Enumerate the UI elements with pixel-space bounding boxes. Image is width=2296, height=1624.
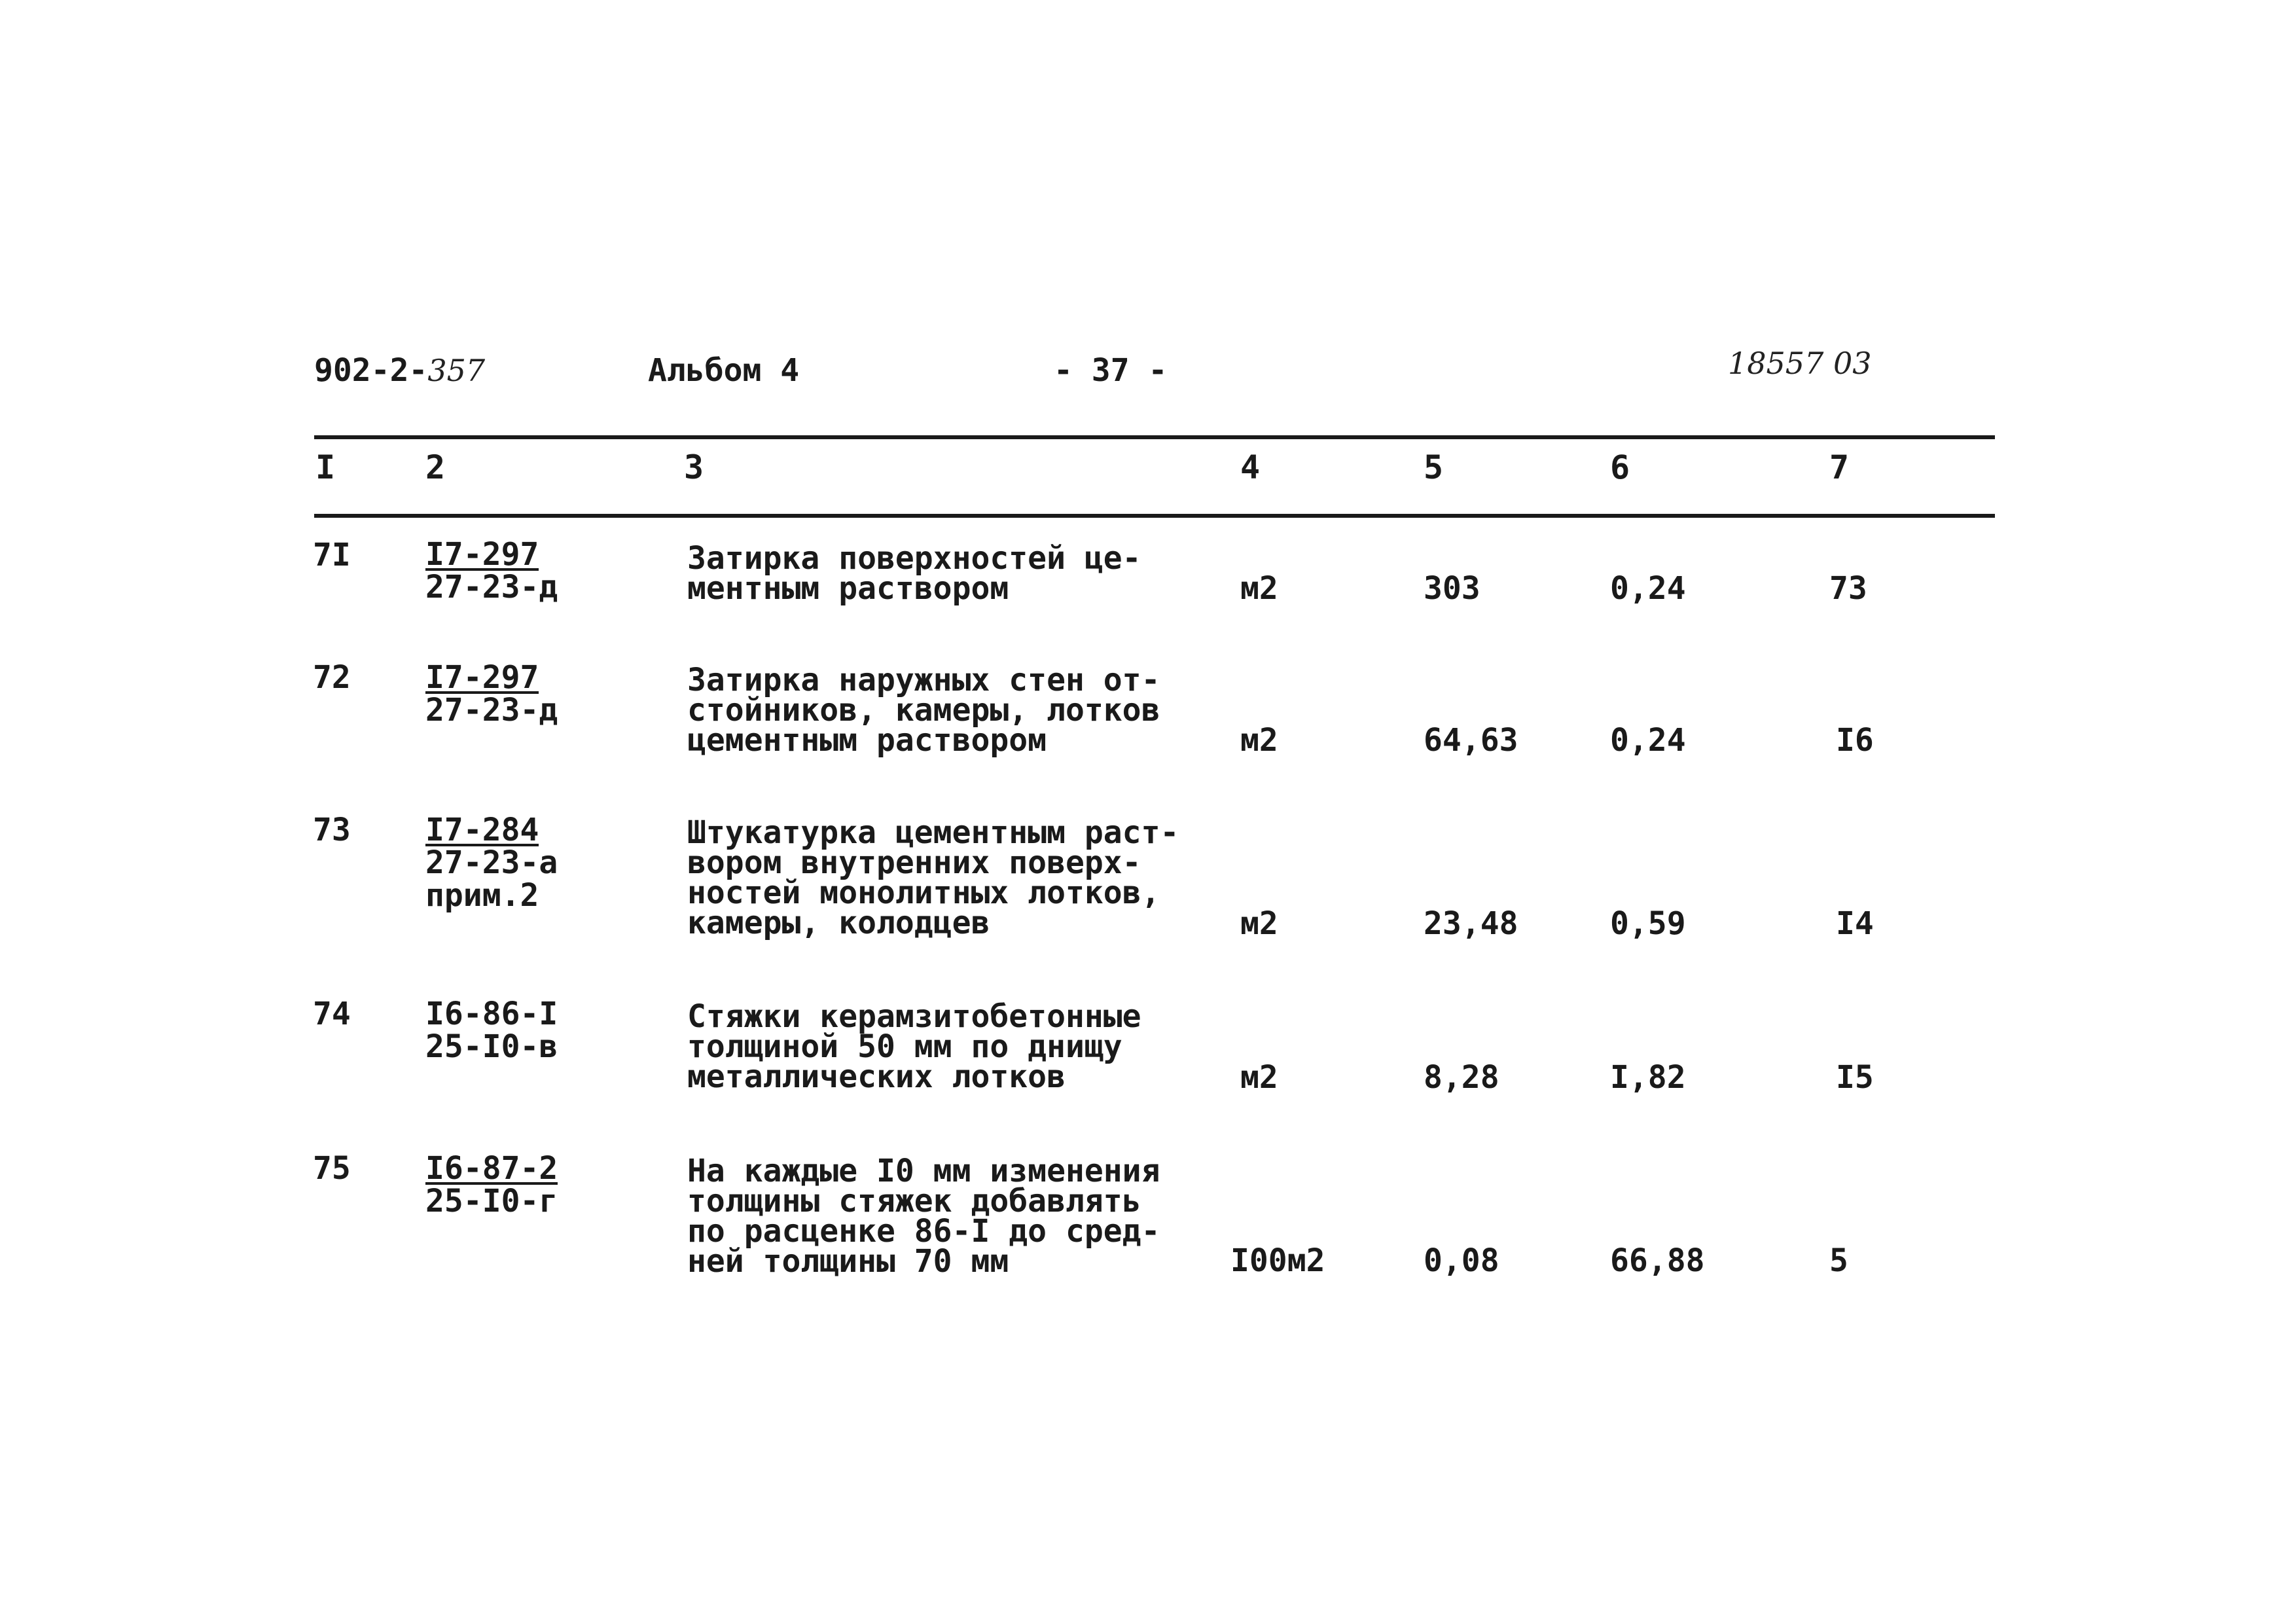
rate-reference-line: I6-87-2 <box>425 1150 558 1187</box>
description-line: вором внутренних поверх- <box>687 844 1141 881</box>
document-code <box>314 352 485 389</box>
archive-stamp: 18557 03 <box>1728 346 1872 381</box>
description-line: Штукатурка цементным раст- <box>687 814 1179 851</box>
row-number: 7I <box>313 537 351 573</box>
description-line: толщины стяжек добавлять <box>687 1183 1141 1219</box>
description-line: ней толщины 70 мм <box>687 1243 1009 1280</box>
quantity: 64,63 <box>1424 722 1518 759</box>
unit: I00м2 <box>1230 1242 1325 1279</box>
unit-price: 66,88 <box>1610 1242 1705 1279</box>
rate-reference-line: 25-I0-г <box>425 1183 558 1219</box>
total-cost: 5 <box>1829 1242 1848 1279</box>
work-description <box>687 1153 1160 1280</box>
unit-price: 0,59 <box>1610 905 1686 942</box>
description-line: стойников, камеры, лотков <box>687 692 1160 729</box>
page-number: - 37 - <box>1054 352 1168 389</box>
column-number-7: 7 <box>1829 448 1850 486</box>
total-cost: I4 <box>1836 905 1874 942</box>
description-line: На каждые I0 мм изменения <box>687 1153 1160 1189</box>
rate-reference <box>425 661 558 727</box>
work-description <box>687 998 1141 1095</box>
unit-price: 0,24 <box>1610 570 1686 607</box>
description-line: камеры, колодцев <box>687 905 990 941</box>
unit: м2 <box>1240 905 1278 942</box>
rate-reference-line: 27-23-а <box>425 844 558 881</box>
quantity: 0,08 <box>1424 1242 1499 1279</box>
column-number-6: 6 <box>1610 448 1630 486</box>
row-number: 74 <box>313 996 351 1032</box>
row-number: 75 <box>313 1150 351 1187</box>
total-cost: 73 <box>1829 570 1867 607</box>
description-line: ментным раствором <box>687 570 1009 607</box>
description-line: Стяжки керамзитобетонные <box>687 998 1141 1035</box>
rate-reference-line: I6-86-I <box>425 996 558 1032</box>
unit: м2 <box>1240 570 1278 607</box>
unit: м2 <box>1240 722 1278 759</box>
rate-reference-line: I7-297 <box>425 659 539 696</box>
description-line: Затирка наружных стен от- <box>687 662 1160 698</box>
description-line: ностей монолитных лотков, <box>687 875 1160 911</box>
column-number-1: I <box>315 448 336 486</box>
rate-reference-line: 27-23-д <box>425 569 558 605</box>
description-line: металлических лотков <box>687 1058 1066 1095</box>
quantity: 8,28 <box>1424 1059 1499 1096</box>
rate-reference <box>425 1152 558 1218</box>
quantity: 303 <box>1424 570 1480 607</box>
unit-price: 0,24 <box>1610 722 1686 759</box>
description-line: толщиной 50 мм по днищу <box>687 1028 1122 1065</box>
row-number: 73 <box>313 812 351 848</box>
unit-price: I,82 <box>1610 1059 1686 1096</box>
rate-reference <box>425 998 558 1063</box>
work-description <box>687 540 1141 607</box>
work-description <box>687 814 1179 941</box>
rate-reference <box>425 814 558 912</box>
unit: м2 <box>1240 1059 1278 1096</box>
column-number-3: 3 <box>684 448 704 486</box>
table-top-rule <box>314 435 1995 439</box>
album-label: Альбом 4 <box>648 352 800 389</box>
column-number-4: 4 <box>1240 448 1261 486</box>
rate-reference-line: I7-297 <box>425 536 539 573</box>
table-header-rule <box>314 514 1995 518</box>
document-code-printed: 902-2- <box>314 352 428 389</box>
document-code-handwritten: 357 <box>427 353 486 388</box>
description-line: цементным раствором <box>687 722 1047 759</box>
rate-reference-line: прим.2 <box>425 877 539 914</box>
column-number-2: 2 <box>425 448 446 486</box>
quantity: 23,48 <box>1424 905 1518 942</box>
row-number: 72 <box>313 659 351 696</box>
rate-reference-line: 27-23-д <box>425 692 558 729</box>
rate-reference-line: I7-284 <box>425 812 539 848</box>
work-description <box>687 662 1160 759</box>
rate-reference <box>425 538 558 604</box>
rate-reference-line: 25-I0-в <box>425 1028 558 1065</box>
column-number-5: 5 <box>1424 448 1444 486</box>
description-line: Затирка поверхностей це- <box>687 540 1141 577</box>
total-cost: I6 <box>1836 722 1874 759</box>
description-line: по расценке 86-I до сред- <box>687 1213 1160 1250</box>
total-cost: I5 <box>1836 1059 1874 1096</box>
